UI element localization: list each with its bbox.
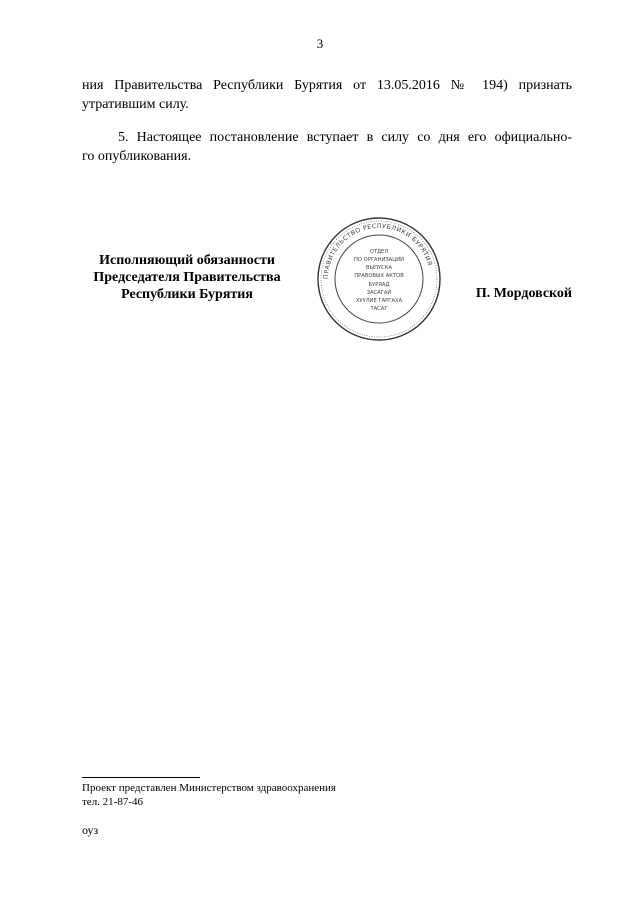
paragraph-1-line-2: утратившим силу. [82,97,189,112]
footnote [82,781,336,809]
seal-line-3: ВЫПУСКА [365,265,393,271]
paragraph-2-line-2: го опубликования. [82,149,192,164]
signatory-title-line-1: Исполняющий обязанности [99,253,275,268]
paragraph-2-line-1: 5. Настоящее постановление вступает в силу со дня его официально- [118,130,572,145]
seal-line-1: ОТДЕЛ [369,249,389,255]
paragraph-1-line-1: ния Правительства Республики Бурятия от 13.05.2016 № 194) признать [82,78,572,93]
seal-line-6: ЗАСАГАЙ [366,290,392,296]
seal-ring-text: ПРАВИТЕЛЬСТВО РЕСПУБЛИКИ БУРЯТИЯ [322,222,434,280]
paragraph-continuation [82,76,572,114]
footnote-line-1: Проект представлен Министерством здравоохранения [82,782,336,794]
document-code: оуз [82,823,99,837]
seal-line-8: ТАСАГ [370,306,388,312]
footnote-divider [82,777,200,778]
seal-line-4: ПРАВОВЫХ АКТОВ [354,273,404,279]
signatory-name: П. Мордовской [475,286,572,301]
footnote-line-2: тел. 21-87-46 [82,796,144,808]
seal-line-2: ПО ОРГАНИЗАЦИИ [353,257,405,263]
official-seal [316,216,442,342]
signatory-title-line-3: Республики Бурятия [121,287,253,302]
signatory-title [82,252,292,303]
seal-line-5: БУРЯАД [368,282,390,288]
paragraph-effective-date [82,128,572,166]
signatory-title-line-2: Председателя Правительства [93,270,281,285]
page-number: 3 [316,36,324,51]
seal-line-7: ХУУЛИЕ ГАРГАХА [355,298,403,304]
